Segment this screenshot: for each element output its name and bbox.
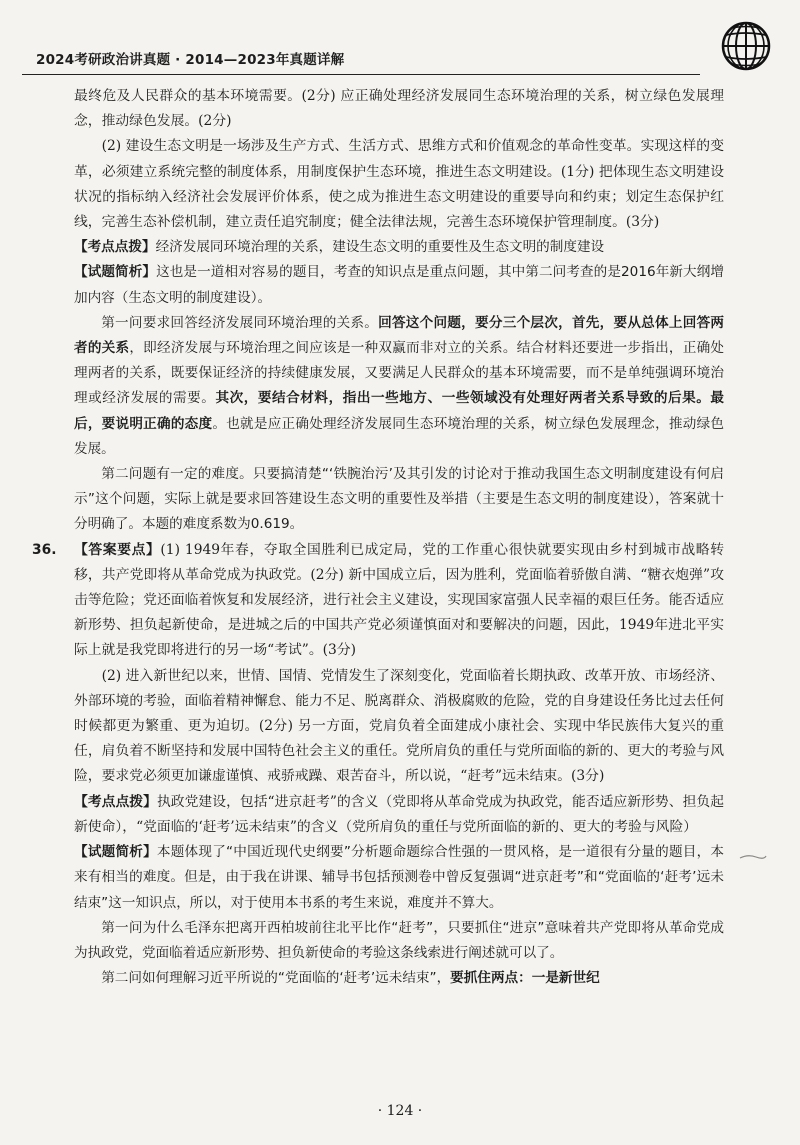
bold-run: 回答这个问题，要分三个层次，首先，要从总体上回答两者的关系 bbox=[74, 314, 725, 357]
analysis-text: 本题体现了“中国近现代史纲要”分析题命题综合性强的一贯风格，是一道很有分量的题目，本来有相当的难度。但是，由于我在讲课、辅导书包括预测卷中曾反复强调“进京赶考”和“党面临的‘赶考’远未结束”这一知识点，所以，对于使用本书系的考生来说，难度并不算大。 bbox=[74, 844, 724, 911]
header-rule bbox=[22, 74, 700, 75]
analysis-paragraph-3 bbox=[74, 311, 724, 462]
analysis-label: 【试题简析】 bbox=[74, 264, 157, 281]
analysis-paragraph-6 bbox=[74, 966, 724, 991]
key-points-label: 【考点点拨】 bbox=[74, 793, 157, 810]
question-36-answer bbox=[32, 538, 725, 664]
analysis-1 bbox=[74, 260, 724, 310]
text-run: 第一问要求回答经济发展同环境治理的关系。 bbox=[101, 314, 379, 331]
analysis-2 bbox=[74, 840, 724, 916]
page-content bbox=[32, 84, 725, 991]
answer-paragraph-1: 最终危及人民群众的基本环境需要。(2分) 应正确处理经济发展同生态环境治理的关系，树立绿色发展理念，推动绿色发展。(2分) bbox=[74, 88, 724, 130]
text-run: ，即经济发展与环境治理之间应该是一种双赢而非对立的关系。结合材料还要进一步指出，正确处理两者的关系，既要保证经济的持续健康发展，又要满足人民群众的基本环境需要，而不是单纯强调环境治理或经济发展的需要。 bbox=[74, 340, 725, 407]
answer-text: (1) 1949年春，夺取全国胜利已成定局，党的工作重心很快就要实现由乡村到城市战略转移，共产党即将从革命党成为执政党。(2分) 新中国成立后，因为胜利，党面临着骄傲自满、“糖衣炮弹”攻击等危险；党还面临着恢复和发展经济，进行社会主义建设，实现国家富强人民幸福的艰巨任务。能否适应新形势、担负起新使命，是进城之后的中国共产党必须谨慎面对和要解决的问题，因此，1949年进北平实际上就是我党即将进行的另一场“考试”。(3分) bbox=[74, 541, 725, 659]
analysis-label: 【试题简析】 bbox=[74, 844, 157, 861]
text-run: 。也就是应正确处理经济发展同生态环境治理的关系，树立绿色发展理念，推动绿色发展。 bbox=[74, 415, 725, 457]
key-points-text: 经济发展同环境治理的关系，建设生态文明的重要性及生态文明的制度建设 bbox=[155, 239, 605, 256]
bold-run: 要抓住两点：一是新世纪 bbox=[450, 970, 600, 987]
answer-paragraph-2: (2) 建设生态文明是一场涉及生产方式、生活方式、思维方式和价值观念的革命性变革。实现这样的变革，必须建立系统完整的制度体系，用制度保护生态环境，推进生态文明建设。(1分) 把体现生态文明建设状况的指标纳入经济社会发展评价体系，使之成为推进生态文明建设的重要导向和约束；划定生态保护红线，完善生态补偿机制，建立责任追究制度；健全法律法规，完善生态环境保护管理制度。(3分) bbox=[74, 138, 724, 231]
key-points-text: 执政党建设，包括“进京赶考”的含义（党即将从革命党成为执政党，能否适应新形势、担负起新使命），“党面临的‘赶考’远未结束”的含义（党所肩负的重任与党所面临的新的、更大的考验与风险） bbox=[74, 793, 725, 835]
key-points-1 bbox=[74, 235, 724, 260]
analysis-text: 这也是一道相对容易的题目，考查的知识点是重点问题，其中第二问考查的是2016年新大纲增加内容（生态文明的制度建设）。 bbox=[74, 264, 725, 306]
page-number: · 124 · bbox=[377, 1103, 423, 1119]
text-run: 第二问如何理解习近平所说的“党面临的‘赶考’远未结束”， bbox=[101, 970, 451, 987]
header-title: 2024考研政治讲真题 · 2014—2023年真题详解 bbox=[36, 52, 345, 68]
bold-run: 其次，要结合材料，指出一些地方、一些领域没有处理好两者关系导致的后果。最后，要说明正确的态度 bbox=[74, 390, 725, 432]
question-number: 36. bbox=[32, 541, 57, 558]
analysis-paragraph-4: 第二问题有一定的难度。只要搞清楚“‘铁腕治污’及其引发的讨论对于推动我国生态文明制度建设有何启示”这个问题，实际上就是要求回答建设生态文明的重要性及举措（主要是生态文明的制度建设），答案就十分明确了。本题的难度系数为0.619。 bbox=[74, 466, 724, 533]
page-header bbox=[22, 18, 780, 78]
answer-points-label: 【答案要点】 bbox=[74, 541, 161, 558]
key-points-2 bbox=[74, 790, 724, 840]
answer-paragraph-36-2: (2) 进入新世纪以来，世情、国情、党情发生了深刻变化，党面临着长期执政、改革开放、市场经济、外部环境的考验，面临着精神懈怠、能力不足、脱离群众、消极腐败的危险，党的自身建设任务比过去任何时候都更为繁重、更为迫切。(2分) 另一方面，党肩负着全面建成小康社会、实现中华民族伟大复兴的重任，肩负着不断坚持和发展中国特色社会主义的重任。党所肩负的重任与党所面临的新的、更大的考验与风险，要求党必须更加谦虚谨慎、戒骄戒躁、艰苦奋斗，所以说，“赶考”远未结束。(3分) bbox=[74, 667, 724, 785]
pen-mark bbox=[738, 850, 768, 864]
key-points-label: 【考点点拨】 bbox=[74, 239, 156, 256]
analysis-paragraph-5: 第一问为什么毛泽东把离开西柏坡前往北平比作“赶考”，只要抓住“进京”意味着共产党即将从革命党成为执政党，党面临着适应新形势、担负新使命的考验这条线索进行阐述就可以了。 bbox=[74, 919, 724, 961]
globe-icon bbox=[720, 20, 772, 72]
